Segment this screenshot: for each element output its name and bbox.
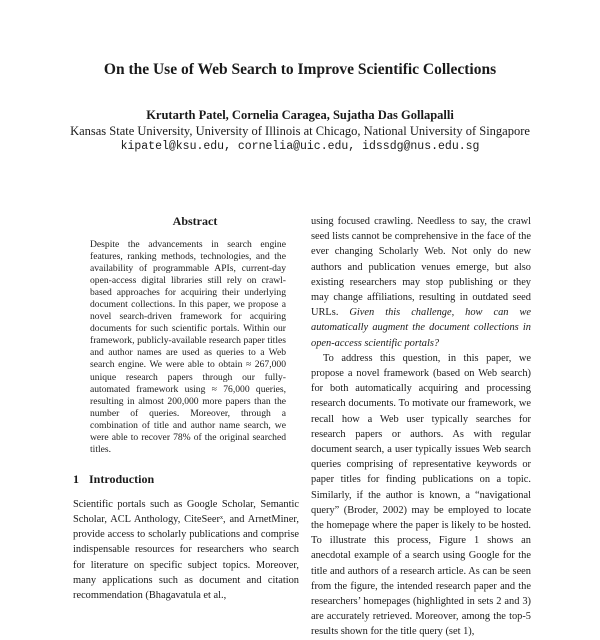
section-heading-introduction — [73, 472, 299, 487]
paragraph-continued-text: using focused crawling. Needless to say, the crawl seed lists cannot be comprehensive in the face of the ever changing Scholarly Web. Not only do new authors and publication venues emerge, but also existing researchers may stop publishing or they may change affiliations, resulting in outdated seed URLs. — [311, 216, 531, 319]
introduction-text: Scientific portals such as Google Scholar, Semantic Scholar, ACL Anthology, CiteSeerˣ, and ArnetMiner, provide access to scholarly publications and comprise indispensable resources for researchers who search for literature on specific subject topics. Moreover, many applications such as document and citation recommendation (Bhagavatula et al., — [73, 498, 299, 602]
paper-emails: kipatel@ksu.edu, cornelia@uic.edu, idssdg@nus.edu.sg — [120, 140, 480, 153]
paragraph-continued — [311, 214, 531, 351]
section-number: 1 — [73, 471, 79, 486]
right-column — [311, 214, 531, 640]
left-column — [73, 214, 299, 603]
section-title: Introduction — [89, 471, 155, 486]
paper-title: On the Use of Web Search to Improve Scientific Collections — [103, 61, 497, 78]
paper-affiliations: Kansas State University, University of Illinois at Chicago, National University of Singapore — [70, 124, 530, 138]
abstract-heading: Abstract — [172, 214, 218, 228]
paper-authors: Krutarth Patel, Cornelia Caragea, Sujatha Das Gollapalli — [146, 108, 454, 122]
research-question: Given this challenge, how can we automatically augment the document collections in open-access scientific portals? — [311, 307, 531, 349]
abstract-text: Despite the advancements in search engine features, ranking methods, technologies, and the availability of programmable APIs, current-day open-access digital libraries still rely on crawl-based approaches for acquiring their underlying document collections. In this paper, we propose a novel search-driven framework for acquiring documents for such scientific portals. Within our framework, publicly-available research paper titles and author names are used as queries to a Web search engine. We were able to obtain ≈ 267,000 unique research papers through our fully-automated framework using ≈ 76,000 queries, resulting in almost 200,000 more papers than the number of queries. Moreover, through a combination of title and author name search, we were able to recover 78% of the original searched titles. — [90, 239, 286, 455]
paragraph-framework: To address this question, in this paper, we propose a novel framework (based on Web search) for both automatically acquiring and processing research documents. To motivate our framework, we recall how a Web user typically searches for research papers or authors. As with regular document search, a user typically issues Web search queries comprising of representative keywords or paper titles for finding publications on a topic. Similarly, if the author is known, a “navigational query” (Broder, 2002) may be employed to locate the homepage where the paper is likely to be hosted. To illustrate this process, Figure 1 shows an anecdotal example of a search using Google for the title and authors of a research article. As can be seen from the figure, the intended research paper and the researchers’ homepages (highlighted in sets 2 and 3) are accurately retrieved. Moreover, among the top-5 results shown for the title query (set 1), — [311, 352, 531, 638]
